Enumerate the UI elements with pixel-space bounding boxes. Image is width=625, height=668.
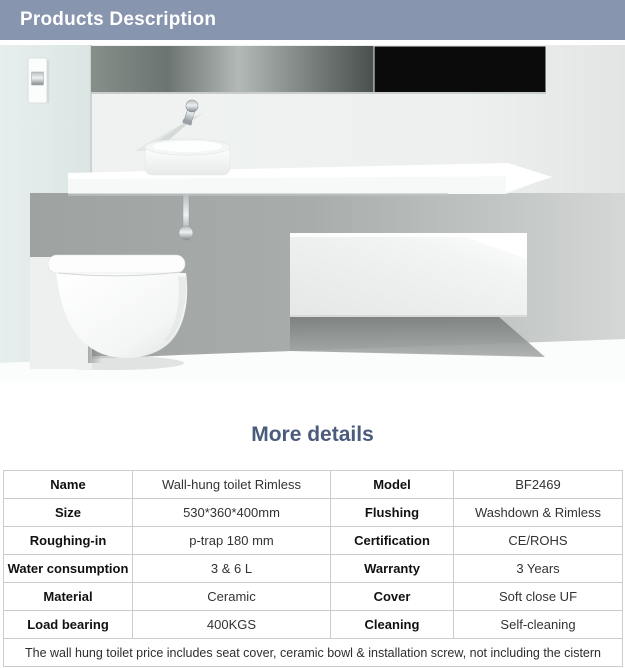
spec-key-cell: Cleaning (331, 611, 454, 639)
spec-key-cell: Water consumption (4, 555, 133, 583)
spec-key-cell: Load bearing (4, 611, 133, 639)
table-row (4, 527, 623, 555)
spec-value-cell: BF2469 (454, 471, 623, 499)
spec-value-cell: 3 & 6 L (133, 555, 331, 583)
spec-value-cell: Self-cleaning (454, 611, 623, 639)
spec-key-cell: Flushing (331, 499, 454, 527)
spec-value-cell: 3 Years (454, 555, 623, 583)
price-note: The wall hung toilet price includes seat cover, ceramic bowl & installation screw, not including the cistern (4, 639, 623, 667)
spec-value-cell: CE/ROHS (454, 527, 623, 555)
spec-key-cell: Certification (331, 527, 454, 555)
note-row (4, 639, 623, 667)
spec-key-cell: Roughing-in (4, 527, 133, 555)
spec-key-cell: Cover (331, 583, 454, 611)
mirror-strip (91, 46, 546, 94)
spec-table (3, 470, 623, 667)
toilet-seat-lid (48, 255, 185, 273)
flush-button (32, 72, 44, 85)
table-row (4, 583, 623, 611)
table-row (4, 555, 623, 583)
spec-key-cell: Size (4, 499, 133, 527)
table-row (4, 471, 623, 499)
section-heading: More details (251, 423, 374, 446)
spec-value-cell: p-trap 180 mm (133, 527, 331, 555)
table-row (4, 499, 623, 527)
vessel-basin (145, 139, 230, 175)
table-row (4, 611, 623, 639)
floating-cabinet (290, 233, 527, 317)
spec-value-cell: 400KGS (133, 611, 331, 639)
spec-key-cell: Material (4, 583, 133, 611)
spec-value-cell: Ceramic (133, 583, 331, 611)
product-image (0, 45, 625, 383)
page-title: Products Description (20, 9, 217, 30)
spec-value-cell: Washdown & Rimless (454, 499, 623, 527)
spec-value-cell: Soft close UF (454, 583, 623, 611)
spec-value-cell: 530*360*400mm (133, 499, 331, 527)
spec-value-cell: Wall-hung toilet Rimless (133, 471, 331, 499)
spec-key-cell: Name (4, 471, 133, 499)
spec-key-cell: Model (331, 471, 454, 499)
spec-key-cell: Warranty (331, 555, 454, 583)
flush-plate (28, 58, 50, 103)
bathroom-scene-graphic (0, 45, 625, 383)
header-bar (0, 0, 625, 40)
